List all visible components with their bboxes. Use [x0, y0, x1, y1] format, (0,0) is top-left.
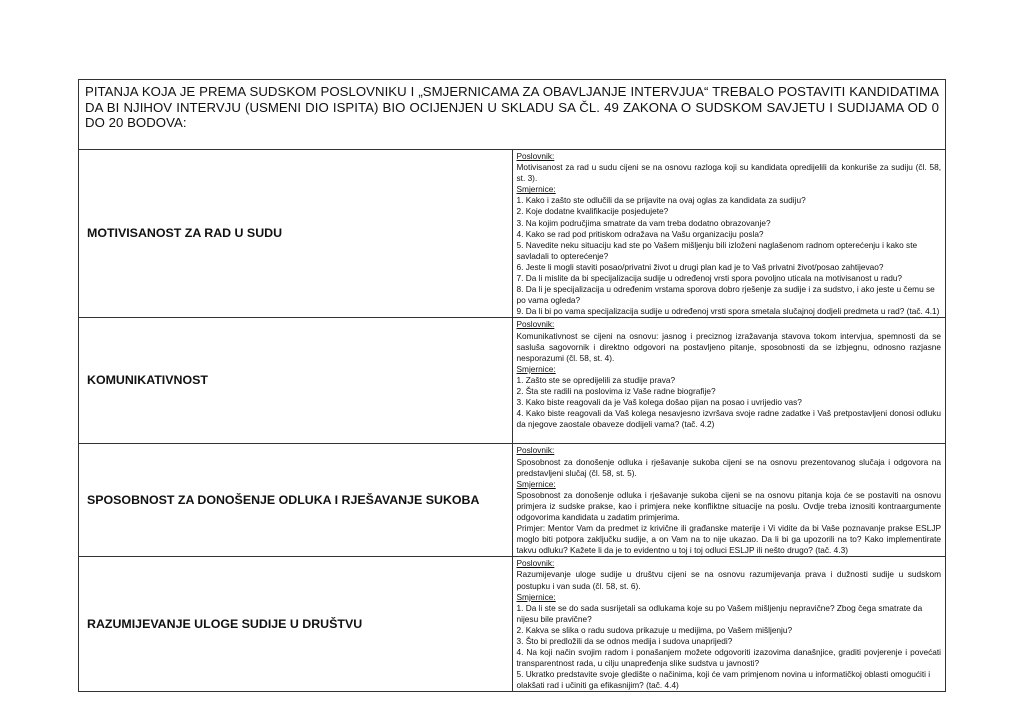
example-text: Primjer: Mentor Vam da predmet iz krivične ili građanske materije i Vi vidite da bi Vaše poznavanje prakse ESLJP moglo biti potpora zaključku sudije, a on Vam na to nije ukazao. Da li bi ga upozorili na to? Kako implementirate takvu odluku? Kažete li da je to evidentno u toj i toj odluci ESLJP ili nešto drugo? (tač. 4.3) — [516, 523, 941, 556]
category-cell: RAZUMIJEVANJE ULOGE SUDIJE U DRUŠTVU — [79, 557, 513, 692]
content-cell — [512, 150, 946, 318]
smjernice-label: Smjernice: — [516, 591, 556, 602]
question-item: 4. Kako biste reagovali da Vaš kolega nesavjesno izvršava svoje radne zadatke i Vaš pretpostavljeni donosi odluku da njegove zaostale obaveze dodijeli vama? (tač. 4.2) — [516, 408, 941, 430]
question-item: 2. Kakva se slika o radu sudova prikazuje u medijima, po Vašem mišljenju? — [516, 624, 793, 635]
category-cell: MOTIVISANOST ZA RAD U SUDU — [79, 150, 513, 318]
poslovnik-text: Sposobnost za donošenje odluka i rješavanje sukoba cijeni se na osnovu prezentovanog slučaja i odgovora na predstavljeni slučaj (čl. 58, st. 5). — [516, 456, 941, 478]
question-item: 7. Da li mislite da bi specijalizacija sudije u određenoj vrsti spora povoljno uticala na motivisanost u radu? — [516, 273, 903, 284]
content-cell — [512, 557, 946, 692]
poslovnik-label: Poslovnik: — [516, 151, 555, 161]
document-page — [78, 79, 946, 692]
question-item: 3. Kako biste reagovali da je Vaš kolega došao pijan na posao i uvrijedio vas? — [516, 397, 802, 408]
table-row — [79, 318, 946, 444]
question-item: 9. Da li bi po vama specijalizacija sudije u određenoj vrsti spora smetala slučajnoj dodjeli predmeta u rad? (tač. 4.1) — [516, 306, 940, 317]
question-item: 4. Kako se rad pod pritiskom odražava na Vašu organizaciju posla? — [516, 228, 764, 239]
poslovnik-text: Razumijevanje uloge sudije u društvu cijeni se na osnovu razumijevanja prava i dužnosti sudije u sudskom postupku i van suda (čl. 58, st. 6). — [516, 569, 941, 591]
question-item: 5. Navedite neku situaciju kad ste po Vašem mišljenju bili izloženi naglašenom radnom opterećenju i kako ste savladali to opterećenje? — [516, 239, 918, 261]
interview-questions-table — [78, 79, 946, 692]
question-item: 8. Da li je specijalizacija u određenim vrstama sporova dobro rješenje za sudije i za sudstvo, i ako jeste u čemu se po vama ogleda? — [516, 284, 935, 306]
question-item: 3. Na kojim područjima smatrate da vam treba dodatno obrazovanje? — [516, 217, 771, 228]
table-header-cell: PITANJA KOJA JE PREMA SUDSKOM POSLOVNIKU I „SMJERNICAMA ZA OBAVLJANJE INTERVJUA“ TREBALO POSTAVITI KANDIDATIMA DA BI NJIHOV INTERVJU (USMENI DIO ISPITA) BIO OCIJENJEN U SKLADU SA ČL. 49 ZAKONA O SUDSKOM SAVJETU I SUDIJAMA OD 0 DO 20 BODOVA: — [79, 80, 946, 150]
poslovnik-label: Poslovnik: — [516, 445, 555, 456]
smjernice-label: Smjernice: — [516, 184, 556, 195]
question-item: 1. Da li ste se do sada susrijetali sa odlukama koje su po Vašem mišljenju nepravične? Zbog čega smatrate da nijesu bile pravične? — [516, 602, 923, 624]
smjernice-label: Smjernice: — [516, 478, 556, 489]
smjernice-label: Smjernice: — [516, 363, 556, 374]
header-row — [79, 80, 946, 150]
question-item: 5. Ukratko predstavite svoje gledište o načinima, koji će vam primjenom novina u informatičkoj oblasti omogućiti i olakšati rad i učiniti ga efikasnijim? (tač. 4.4) — [516, 669, 931, 691]
category-cell: SPOSOBNOST ZA DONOŠENJE ODLUKA I RJEŠAVANJE SUKOBA — [79, 444, 513, 557]
content-cell — [512, 318, 946, 444]
poslovnik-label: Poslovnik: — [516, 319, 555, 330]
question-item: 1. Kako i zašto ste odlučili da se prijavite na ovaj oglas za kandidata za sudiju? — [516, 195, 806, 206]
question-item: 1. Zašto ste se opredijelili za studije prava? — [516, 374, 676, 385]
table-row — [79, 444, 946, 557]
content-cell — [512, 444, 946, 557]
category-cell: KOMUNIKATIVNOST — [79, 318, 513, 444]
table-row — [79, 557, 946, 692]
poslovnik-label: Poslovnik: — [516, 558, 555, 569]
question-item: 2. Koje dodatne kvalifikacije posjedujete? — [516, 206, 669, 217]
smjernice-text: Sposobnost za donošenje odluka i rješavanje sukoba cijeni se na osnovu pitanja koja će se postaviti na osnovu primjera iz sudske prakse, kao i primjera neke konfliktne situacije na poslu. Ovdje treba iznositi kontraargumente odgovorima kandidata u zadatim primjerima. — [516, 489, 941, 522]
question-item: 3. Što bi predložili da se odnos medija i sudova unaprijedi? — [516, 636, 733, 646]
poslovnik-text: Komunikativnost se cijeni na osnovu: jasnog i preciznog izražavanja stavova tokom intervjua, spemnosti da se sasluša sagovornik i direktno odgovori na postavljeno pitanje, sposobnosti da se izbjegnu, odnosno razjasne nesporazumi (čl. 58, st. 4). — [516, 330, 941, 363]
table-row — [79, 150, 946, 318]
question-item: 2. Šta ste radili na poslovima iz Vaše radne biografije? — [516, 385, 716, 396]
question-item: 6. Jeste li mogli staviti posao/privatni život u drugi plan kad je to Vaš privatni život/posao zahtijevao? — [516, 261, 884, 272]
question-item: 4. Na koji način svojim radom i ponašanjem možete odgovoriti izazovima današnjice, graditi povjerenje i povećati transparentnost rada, u cilju unapređenja slike sudstva u javnosti? — [516, 647, 941, 669]
poslovnik-text: Motivisanost za rad u sudu cijeni se na osnovu razloga koji su kandidata opredijelili da konkuriše za sudiju (čl. 58, st. 3). — [516, 162, 941, 184]
